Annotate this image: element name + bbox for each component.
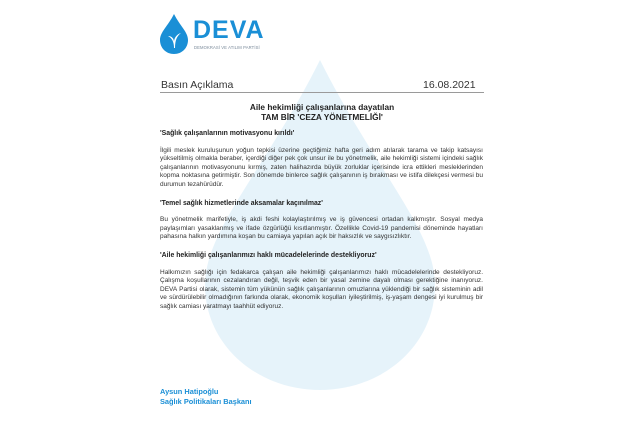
drop-logo-icon — [160, 14, 188, 54]
document-date: 16.08.2021 — [423, 79, 476, 91]
section-1-paragraph: İlgili meslek kuruluşunun yoğun tepkisi üzerine geçtiğimiz hafta geri adım atılarak tarama ve takip katsayısı yükseltilmiş olmakla beraber, içerdiği diğer pek çok unsur ile bu yönetmelik, aile hekimliği sistemi içindeki sağlık çalışanlarının motivasyonunu kırmış, zaten halihazırda büyük zorluklar içerisinde icra ettikleri mesleklerinden kopma noktasına getirmiştir. Son dönemde binlerce sağlık çalışanının iş bırakması ve istifa dilekçesi vermesi bu durumun tezahürüdür. — [160, 146, 483, 188]
section-2-heading: 'Temel sağlık hizmetlerinde aksamalar kaçınılmaz' — [160, 199, 323, 207]
section-3-heading: 'Aile hekimliği çalışanlarımızı haklı mücadelelerinde destekliyoruz' — [160, 251, 377, 259]
deva-logo — [160, 14, 300, 58]
brand-name: DEVA — [193, 16, 265, 44]
section-2-paragraph: Bu yönetmelik marifetiyle, iş akdi feshi kolaylaştırılmış ve iş güvencesi ortadan kalkmıştır. Sosyal medya paylaşımları yasaklanmış ve ifade özgürlüğü kısıtlanmıştır. Özellikle Covid-19 pandemisi döneminde hayatları pahasına halkın yardımına koşan bu camiaya yapılan açık bir haksızlık ve saygısızlıktır. — [160, 216, 483, 241]
signature-role: Sağlık Politikaları Başkanı — [160, 397, 252, 406]
header-divider — [160, 92, 484, 93]
title-line-2: TAM BİR 'CEZA YÖNETMELİĞİ' — [261, 112, 383, 122]
document-body — [160, 130, 483, 312]
signature-block — [160, 387, 252, 407]
signature-name: Aysun Hatipoğlu — [160, 387, 219, 396]
document-type: Basın Açıklama — [161, 79, 234, 91]
section-1-heading: 'Sağlık çalışanlarının motivasyonu kırıldı' — [160, 130, 295, 137]
section-3-paragraph: Halkımızın sağlığı için fedakarca çalışan aile hekimliği çalışanlarımızı haklı mücadelelerinde destekliyoruz. Çalışma koşullarının cezalandıran değil, teşvik eden bir yasal zemine dayalı olması gerektiğine inanıyoruz. DEVA Partisi olarak, sistemin tüm yükünün sağlık çalışanlarının omuzlarına yüklendiği bir sağlık sisteminin adil ve sürdürülebilir olmadığının farkında olarak, ekonomik koşulları iyileştirilmiş, iş-yaşam dengesi iyi kurulmuş bir sağlık camiası yaratmayı taahhüt ediyoruz. — [160, 268, 483, 310]
brand-subtitle: DEMOKRASİ VE ATILIM PARTİSİ — [194, 45, 260, 50]
document-title — [160, 102, 484, 122]
title-line-1: Aile hekimliği çalışanlarına dayatılan — [249, 102, 395, 112]
